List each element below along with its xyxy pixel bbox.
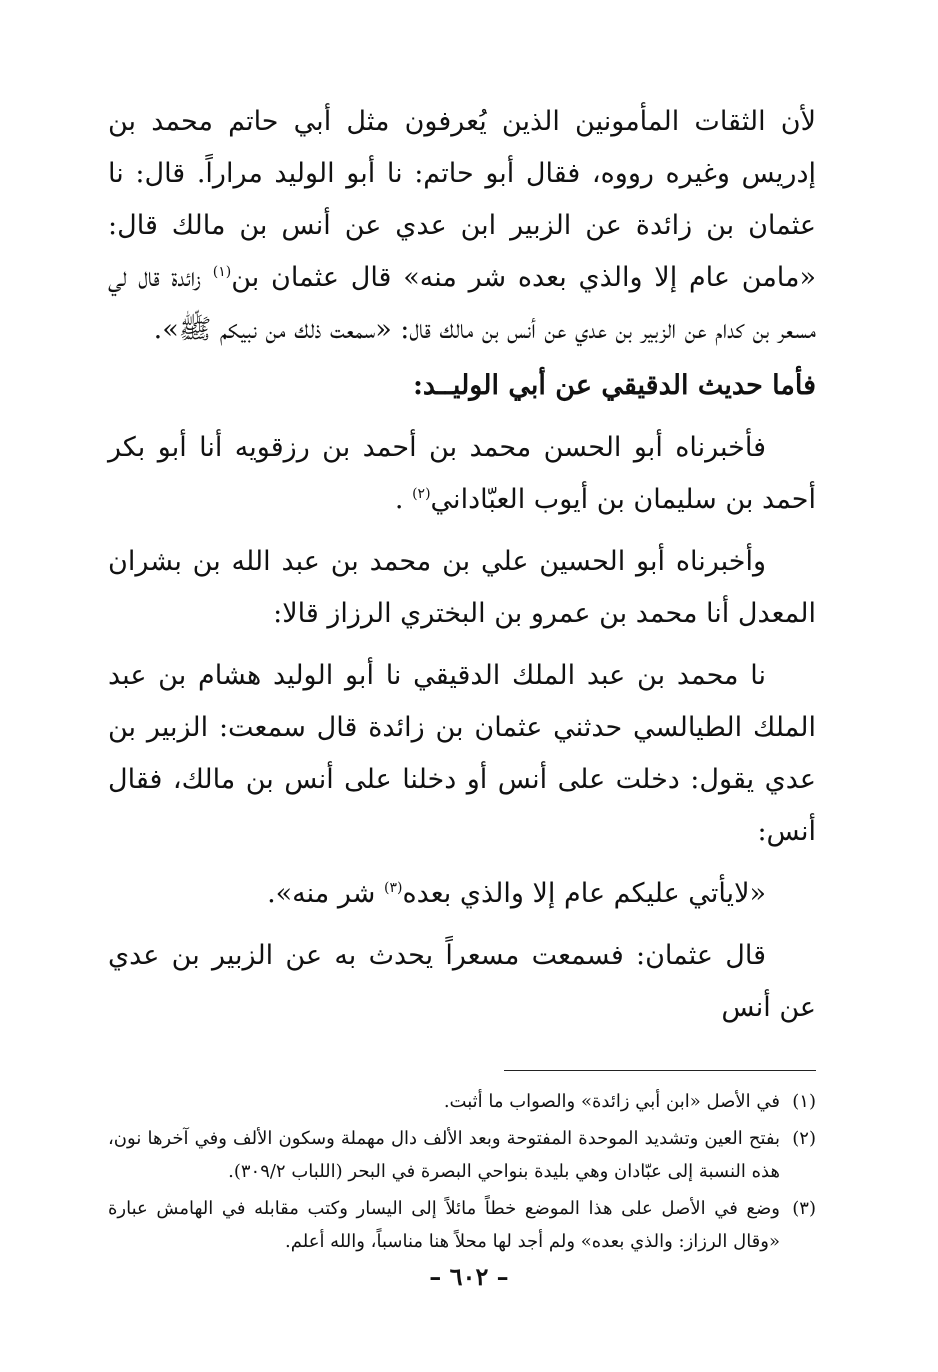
- footnote-ref-3: (٣): [383, 880, 403, 896]
- paragraph-4: نا محمد بن عبد الملك الدقيقي نا أبو الوليد هشام بن عبد الملك الطيالسي حدثني عثمان بن زائدة قال سمعت: الزبير بن عدي يقول: دخلت على أنس أو دخلنا على أنس بن مالك، فقال أنس:: [108, 660, 816, 847]
- footnote-1: [108, 1085, 816, 1118]
- paragraph-2-rest: .: [394, 484, 404, 515]
- footnote-number: (١): [792, 1091, 816, 1112]
- paragraph-1-rest: زائدة قال لي مسعر بن كدام عن الزبير بن عدي عن أنس بن مالك قال: «سمعت ذلك من نبيكم ﷺ».: [108, 262, 816, 345]
- paragraph-2-text: فأخبرناه أبو الحسن محمد بن أحمد بن رزقويه أنا أبو بكر أحمد بن سليمان بن أيوب العبّاداني: [108, 432, 816, 515]
- footnote-ref-1: (١): [212, 264, 232, 280]
- footnote-ref-2: (٢): [412, 486, 431, 502]
- paragraph-1: [108, 96, 816, 356]
- section-heading: فأما حديث الدقيقي عن أبي الوليــد:: [412, 370, 816, 401]
- paragraph-5: [108, 868, 816, 920]
- paragraph-5-text: «لايأتي عليكم عام إلا والذي بعده: [402, 878, 766, 909]
- footnote-text: وضع في الأصل على هذا الموضع خطاً مائلاً إلى اليسار وكتب مقابله في الهامش عبارة «وقال الرزاز: والذي بعده» ولم أجد لها محلاً هنا مناسباً، والله أعلم.: [108, 1198, 780, 1252]
- page-number: – ٦٠٢ –: [429, 1262, 509, 1291]
- footnote-divider: [504, 1070, 816, 1071]
- paragraph-3: وأخبرناه أبو الحسين علي بن محمد بن عبد الله بن بشران المعدل أنا محمد بن عمرو بن البختري الرزاز قالا:: [108, 546, 816, 629]
- footnote-number: (٣): [792, 1198, 816, 1219]
- paragraph-2: [108, 422, 816, 526]
- footnote-text: في الأصل «ابن أبي زائدة» والصواب ما أثبت.: [443, 1091, 780, 1112]
- footnote-number: (٢): [792, 1128, 816, 1149]
- main-text: [108, 96, 816, 1034]
- paragraph-1-text: لأن الثقات المأمونين الذين يُعرفون مثل أبي حاتم محمد بن إدريس وغيره رووه، فقال أبو حاتم: نا أبو الوليد مراراً. قال: نا عثمان بن زائدة عن الزبير ابن عدي عن أنس بن مالك قال: «مامن عام إلا والذي بعده شر منه» قال عثمان بن: [108, 106, 817, 293]
- footnote-2: [108, 1122, 816, 1188]
- footnote-3: [108, 1192, 816, 1258]
- page-body: [108, 96, 816, 1262]
- footnote-text: بفتح العين وتشديد الموحدة المفتوحة وبعد الألف دال مهملة وسكون الألف وفي آخرها نون، هذه النسبة إلى عبّادان وهي بليدة بنواحي البصرة في البحر (اللباب ٣٠٩/٢).: [108, 1128, 780, 1182]
- footnotes: [108, 1085, 816, 1258]
- paragraph-6: قال عثمان: فسمعت مسعراً يحدث به عن الزبير بن عدي عن أنس: [108, 940, 816, 1023]
- paragraph-5-rest: شر منه».: [267, 878, 376, 909]
